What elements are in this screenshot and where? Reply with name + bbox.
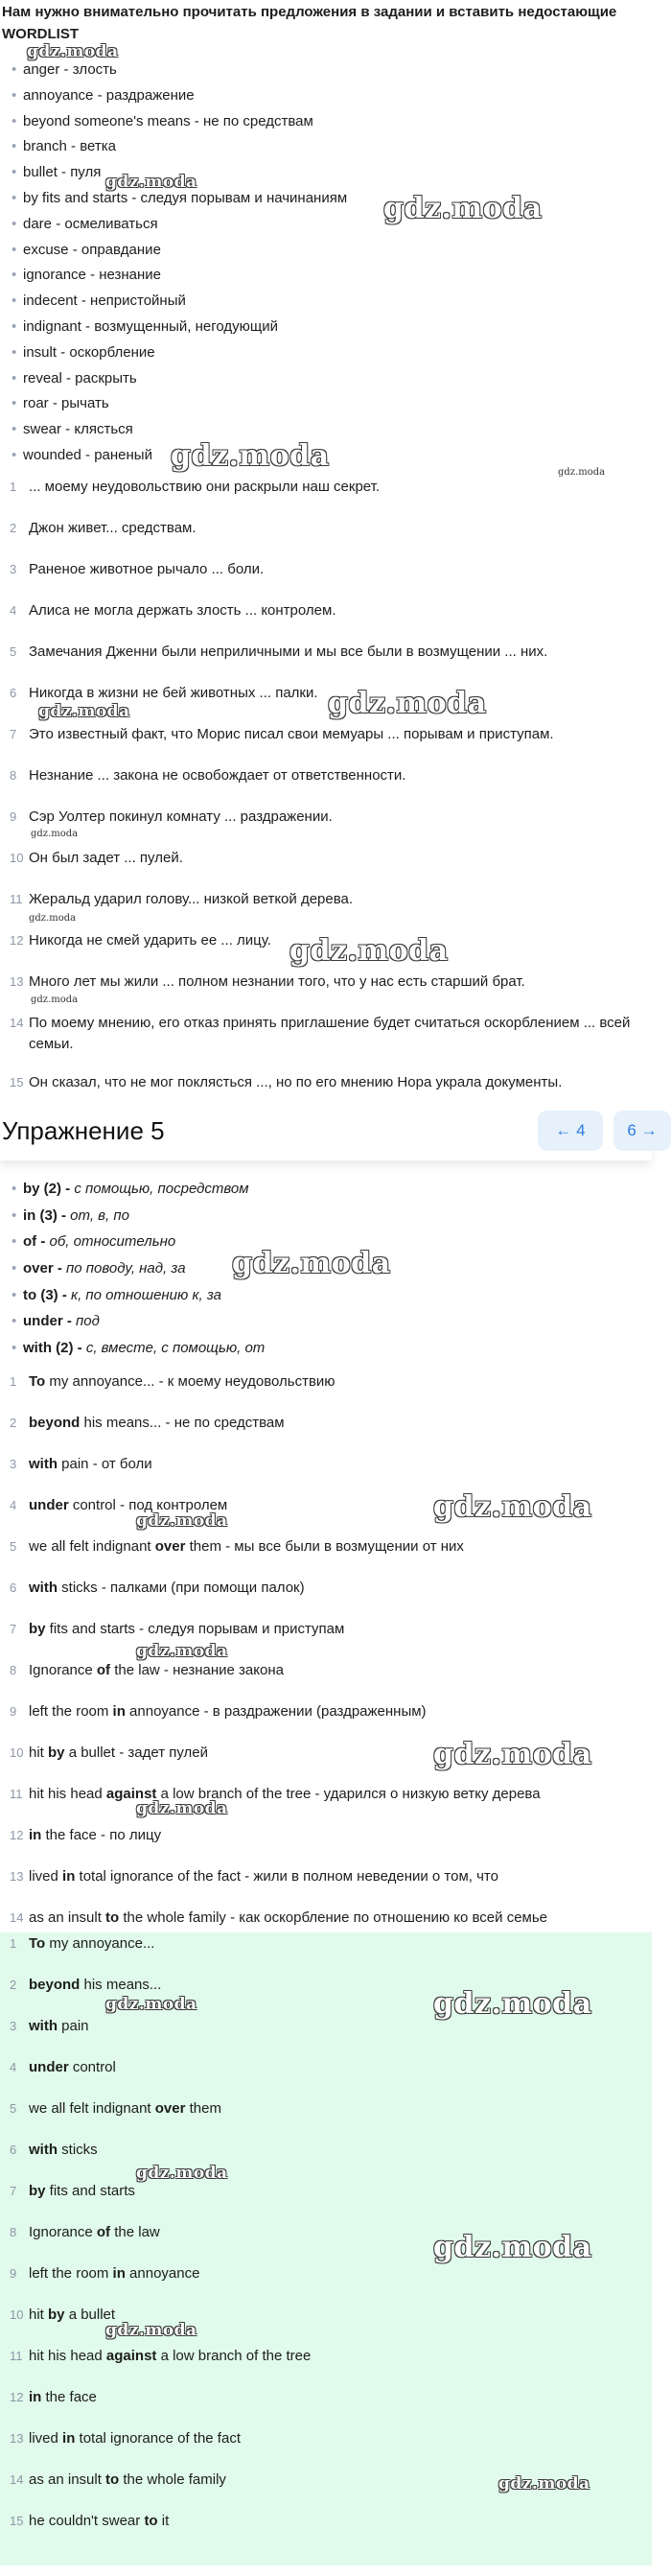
bullet-icon: • bbox=[12, 164, 17, 181]
answer-item: 4 under control - под контролем bbox=[10, 1497, 228, 1513]
wordlist-title: WORDLIST bbox=[2, 26, 79, 42]
sentence-item: 12 Никогда не смей ударить ее ... лицу. bbox=[10, 932, 271, 948]
answer-item: 2 beyond his means... - не по средствам bbox=[10, 1415, 285, 1431]
watermark: gdz.moda bbox=[38, 702, 130, 721]
answer-item: 5 we all felt indignant over them - мы все были в возмущении от них bbox=[10, 1538, 464, 1555]
final-answer-item: 9 left the room in annoyance bbox=[10, 2265, 200, 2282]
watermark: gdz.moda bbox=[29, 913, 77, 924]
sentence-item: 15 Он сказал, что не мог поклясться ..., но по его мнению Нора украла документы. bbox=[10, 1074, 563, 1090]
watermark: gdz.moda bbox=[31, 995, 79, 1005]
wordlist-item: • ignorance - незнание bbox=[12, 263, 635, 289]
wordlist-item: • anger - злость bbox=[12, 58, 635, 83]
wordlist-item: • indecent - непристойный bbox=[12, 289, 635, 315]
next-exercise-button[interactable]: 6 → bbox=[613, 1111, 671, 1151]
answer-item: 11 hit his head against a low branch of the tree - ударился о низкую ветку дерева bbox=[10, 1786, 541, 1802]
preposition-list bbox=[12, 1176, 265, 1362]
watermark: gdz.moda bbox=[498, 2474, 590, 2494]
wordlist-item: • roar - рычать bbox=[12, 391, 635, 417]
watermark: gdz.moda bbox=[136, 1799, 228, 1818]
bullet-icon: • bbox=[12, 293, 17, 310]
answer-item: 9 left the room in annoyance - в раздражении (раздраженным) bbox=[10, 1703, 427, 1720]
wordlist bbox=[12, 58, 635, 469]
wordlist-item: • branch - ветка bbox=[12, 134, 635, 160]
bullet-icon: • bbox=[12, 369, 17, 386]
final-answer-item: 10 hit by a bullet bbox=[10, 2307, 116, 2323]
bullet-icon: • bbox=[12, 1260, 17, 1277]
watermark: gdz.moda bbox=[433, 1490, 592, 1524]
final-answer-item: 5 we all felt indignant over them bbox=[10, 2100, 221, 2117]
bullet-icon: • bbox=[12, 421, 17, 438]
answer-item: 7 by fits and starts - следуя порывам и приступам bbox=[10, 1621, 345, 1637]
final-answer-item: 7 by fits and starts bbox=[10, 2183, 135, 2199]
bullet-icon: • bbox=[12, 446, 17, 463]
watermark: gdz.moda bbox=[433, 1987, 592, 2021]
sentence-item: 9 Сэр Уолтер покинул комнату ... раздражении. bbox=[10, 808, 333, 825]
sentence-item: 5 Замечания Дженни были неприличными и мы все были в возмущении ... них. bbox=[10, 644, 548, 660]
wordlist-item: • swear - клясться bbox=[12, 417, 635, 443]
sentence-item: 3 Раненое животное рычало ... боли. bbox=[10, 561, 265, 577]
watermark: gdz.moda bbox=[433, 2231, 592, 2264]
bullet-icon: • bbox=[12, 112, 17, 129]
wordlist-item: • dare - осмеливаться bbox=[12, 212, 635, 238]
bullet-icon: • bbox=[12, 61, 17, 78]
answer-item: 1 To my annoyance... - к моему неудовольствию bbox=[10, 1373, 336, 1390]
answer-item: 10 hit by a bullet - задет пулей bbox=[10, 1745, 209, 1761]
watermark: gdz.moda bbox=[232, 1247, 391, 1280]
bullet-icon: • bbox=[12, 86, 17, 104]
bullet-icon: • bbox=[12, 343, 17, 361]
watermark: gdz.moda bbox=[105, 173, 197, 192]
task-intro: Нам нужно внимательно прочитать предложения в задании и вставить недостающие bbox=[2, 4, 617, 20]
final-answer-item: 2 beyond his means... bbox=[10, 1977, 162, 1993]
bullet-icon: • bbox=[12, 1233, 17, 1251]
bullet-icon: • bbox=[12, 1340, 17, 1357]
preposition-item: • over - по поводу, над, за bbox=[12, 1255, 265, 1282]
watermark: gdz.moda bbox=[27, 42, 119, 61]
sentence-item: 1 ... моему неудовольствию они раскрыли наш секрет. bbox=[10, 479, 381, 495]
preposition-item: • of - об, относительно bbox=[12, 1229, 265, 1255]
wordlist-item: • wounded - раненый bbox=[12, 443, 635, 469]
final-answer-item: 11 hit his head against a low branch of the tree bbox=[10, 2348, 312, 2364]
preposition-item: • to (3) - к, по отношению к, за bbox=[12, 1282, 265, 1309]
wordlist-item: • insult - оскорбление bbox=[12, 340, 635, 366]
bullet-icon: • bbox=[12, 215, 17, 232]
bullet-icon: • bbox=[12, 267, 17, 284]
wordlist-item: • reveal - раскрыть bbox=[12, 366, 635, 392]
watermark: gdz.moda bbox=[105, 1995, 197, 2014]
sentence-item: 13 Много лет мы жили ... полном незнании того, что у нас есть старший брат. bbox=[10, 973, 525, 990]
exercise-title: Упражнение 5 bbox=[2, 1116, 165, 1145]
watermark: gdz.moda bbox=[105, 2321, 197, 2340]
final-answer-item: 4 under control bbox=[10, 2059, 116, 2075]
watermark: gdz.moda bbox=[289, 934, 449, 968]
watermark: gdz.moda bbox=[171, 439, 330, 473]
answer-item: 12 in the face - по лицу bbox=[10, 1827, 162, 1843]
final-answer-item: 12 in the face bbox=[10, 2389, 97, 2405]
answer-item: 6 with sticks - палками (при помощи палок) bbox=[10, 1580, 305, 1596]
sentence-item: 2 Джон живет... средствам. bbox=[10, 520, 197, 536]
wordlist-item: • indignant - возмущенный, негодующий bbox=[12, 315, 635, 340]
sentence-item: 4 Алиса не могла держать злость ... контролем. bbox=[10, 602, 336, 619]
final-answer-item: 8 Ignorance of the law bbox=[10, 2224, 160, 2240]
bullet-icon: • bbox=[12, 1286, 17, 1303]
bullet-icon: • bbox=[12, 241, 17, 258]
answer-item: 13 lived in total ignorance of the fact - жили в полном неведении о том, что bbox=[10, 1868, 498, 1885]
exercise-header bbox=[0, 1103, 658, 1160]
final-answer-item: 6 with sticks bbox=[10, 2142, 98, 2158]
bullet-icon: • bbox=[12, 1313, 17, 1330]
watermark: gdz.moda bbox=[383, 192, 543, 225]
bullet-icon: • bbox=[12, 317, 17, 335]
watermark: gdz.moda bbox=[328, 687, 487, 720]
watermark: gdz.moda bbox=[433, 1738, 592, 1771]
sentence-item: 8 Незнание ... закона не освобождает от ответственности. bbox=[10, 767, 406, 784]
wordlist-item: • beyond someone's means - не по средствам bbox=[12, 109, 635, 135]
answers-with-translation bbox=[2, 1371, 650, 1936]
final-answer-item: 3 with pain bbox=[10, 2018, 89, 2034]
watermark: gdz.moda bbox=[136, 1511, 228, 1531]
wordlist-item: • bullet - пуля bbox=[12, 160, 635, 186]
final-answer-item: 1 To my annoyance... bbox=[10, 1935, 155, 1952]
bullet-icon: • bbox=[12, 138, 17, 155]
bullet-icon: • bbox=[12, 189, 17, 206]
preposition-item: • by (2) - с помощью, посредством bbox=[12, 1176, 265, 1203]
watermark: gdz.moda bbox=[558, 467, 606, 478]
final-answer-item: 14 as an insult to the whole family bbox=[10, 2471, 226, 2488]
sentence-item: 10 Он был задет ... пулей. bbox=[10, 850, 183, 866]
task-sentences bbox=[2, 477, 650, 1101]
final-answer-item: 13 lived in total ignorance of the fact bbox=[10, 2430, 241, 2447]
final-answer-item: 15 he couldn't swear to it bbox=[10, 2513, 170, 2529]
watermark: gdz.moda bbox=[31, 829, 79, 839]
sentence-item: 11 Жеральд ударил голову... низкой веткой дерева. bbox=[10, 891, 354, 907]
prev-exercise-button[interactable]: ← 4 bbox=[538, 1111, 603, 1151]
preposition-item: • with (2) - с, вместе, с помощью, от bbox=[12, 1335, 265, 1362]
answer-item: 14 as an insult to the whole family - как оскорбление по отношению ко всей семье bbox=[10, 1909, 548, 1926]
wordlist-item: • by fits and starts - следуя порывам и начинаниям bbox=[12, 186, 635, 212]
bullet-icon: • bbox=[12, 1181, 17, 1197]
answer-item: 8 Ignorance of the law - незнание закона bbox=[10, 1662, 284, 1678]
preposition-item: • in (3) - от, в, по bbox=[12, 1203, 265, 1229]
bullet-icon: • bbox=[12, 395, 17, 412]
answer-item: 3 with pain - от боли bbox=[10, 1456, 152, 1472]
sentence-item: 14 По моему мнению, его отказ принять приглашение будет считаться оскорблением ... всей семьи. bbox=[10, 1015, 631, 1052]
bullet-icon: • bbox=[12, 1206, 17, 1224]
wordlist-item: • annoyance - раздражение bbox=[12, 83, 635, 109]
preposition-item: • under - под bbox=[12, 1308, 265, 1335]
sentence-item: 7 Это известный факт, что Морис писал свои мемуары ... порывам и приступам. bbox=[10, 726, 554, 742]
watermark: gdz.moda bbox=[136, 2164, 228, 2183]
watermark: gdz.moda bbox=[136, 1642, 228, 1661]
wordlist-item: • excuse - оправдание bbox=[12, 238, 635, 264]
sentence-item: 6 Никогда в жизни не бей животных ... палки. bbox=[10, 685, 318, 701]
